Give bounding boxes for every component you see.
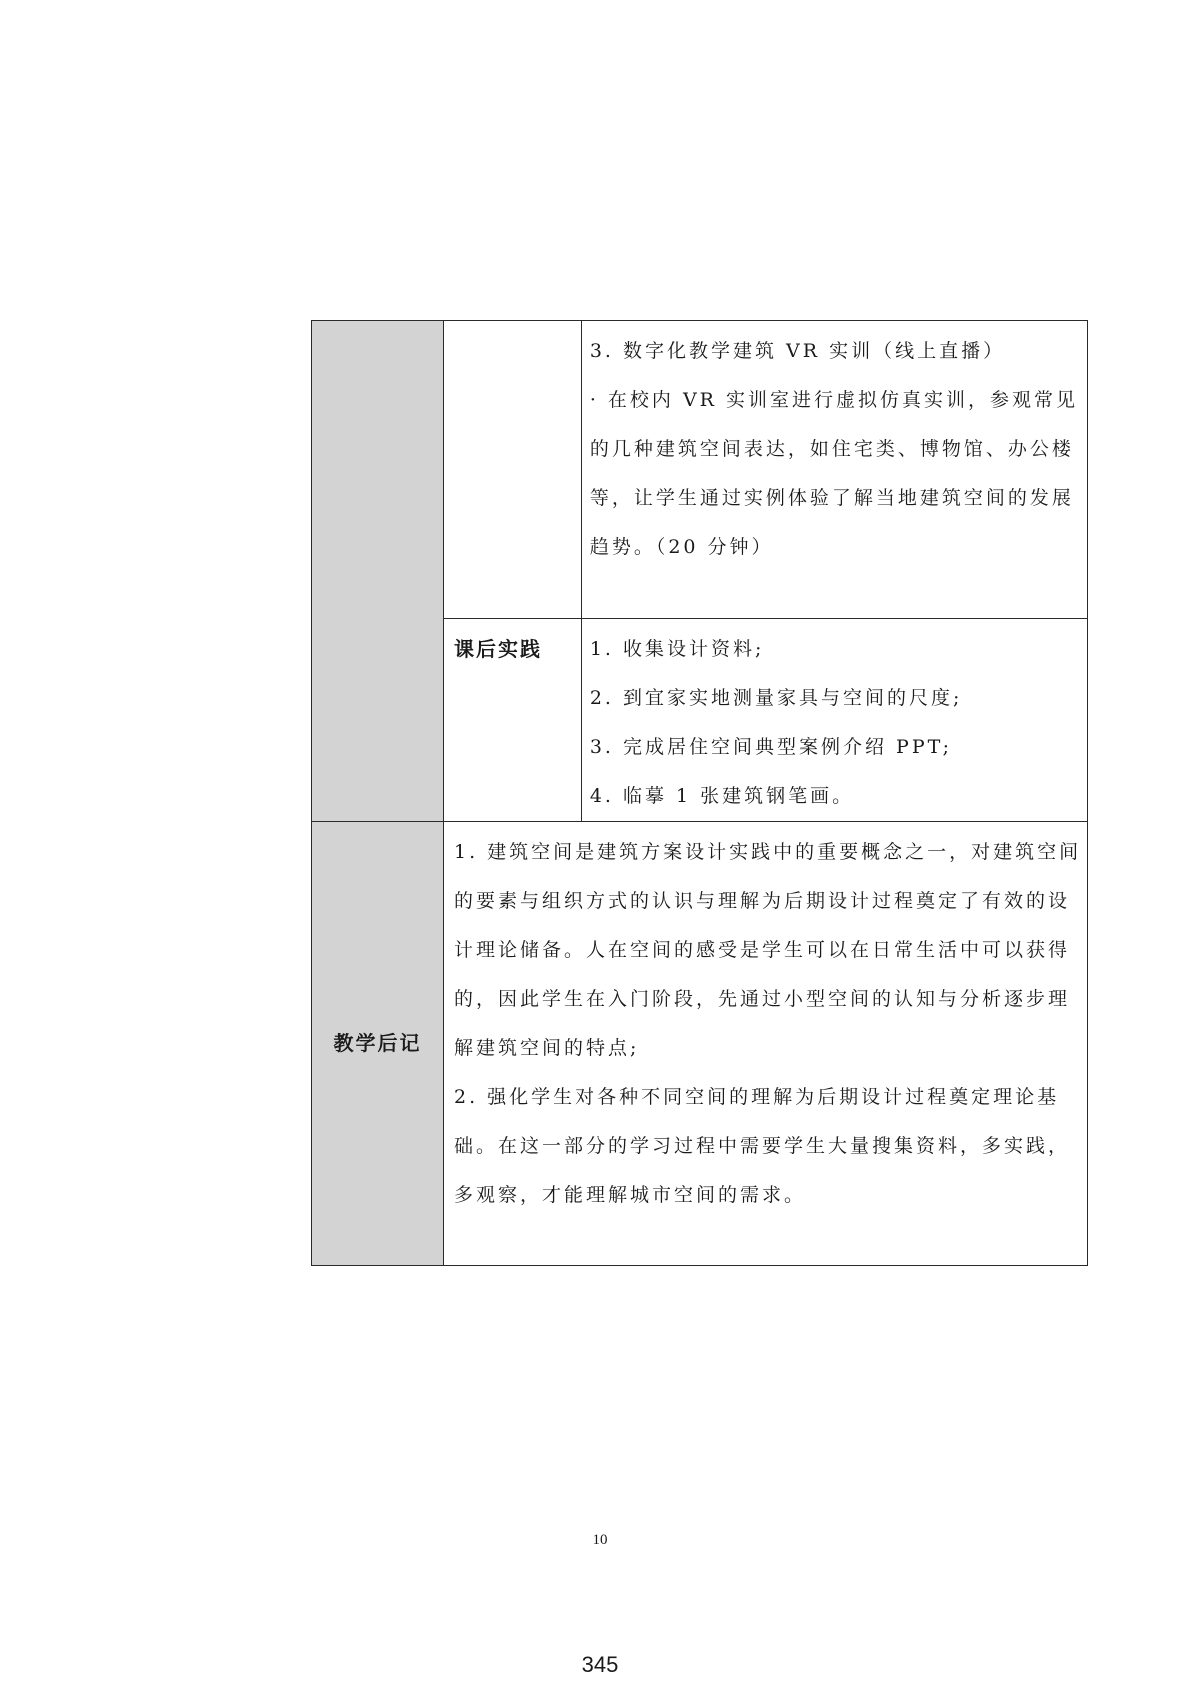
- content-line: 础。在这一部分的学习过程中需要学生大量搜集资料，多实践，: [454, 1135, 1071, 1157]
- content-line: 3. 完成居住空间典型案例介绍 PPT;: [589, 736, 953, 758]
- content-line: 2. 强化学生对各种不同空间的理解为后期设计过程奠定理论基: [454, 1086, 1060, 1108]
- after-class-practice-content-cell: [581, 619, 1087, 822]
- content-line: 的，因此学生在入门阶段，先通过小型空间的认知与分析逐步理: [454, 988, 1071, 1010]
- content-line: 4. 临摹 1 张建筑钢笔画。: [589, 785, 855, 807]
- content-line: 多观察，才能理解城市空间的需求。: [454, 1184, 807, 1206]
- content-line: 计理论储备。人在空间的感受是学生可以在日常生活中可以获得: [454, 939, 1071, 961]
- content-line: 3. 数字化教学建筑 VR 实训（线上直播）: [589, 340, 1006, 362]
- teaching-notes-content-cell: [444, 822, 1088, 1266]
- content-line: · 在校内 VR 实训室进行虚拟仿真实训，参观常见: [589, 389, 1079, 411]
- empty-gray-header-cell: [312, 321, 444, 822]
- page-number-small: 10: [592, 1532, 608, 1548]
- content-line: 1. 建筑空间是建筑方案设计实践中的重要概念之一，对建筑空间: [454, 841, 1082, 863]
- content-line: 的要素与组织方式的认识与理解为后期设计过程奠定了有效的设: [454, 890, 1071, 912]
- after-class-practice-label: 课后实践: [454, 637, 542, 661]
- lesson-plan-table: [311, 320, 1088, 1266]
- vr-training-content-cell: [581, 321, 1087, 619]
- content-line: 的几种建筑空间表达，如住宅类、博物馆、办公楼: [589, 438, 1074, 460]
- table-row-teaching-notes: [312, 822, 1088, 1266]
- after-class-practice-label-cell: [444, 619, 582, 822]
- content-line: 趋势。（20 分钟）: [589, 536, 774, 558]
- teaching-notes-label: 教学后记: [333, 1031, 422, 1055]
- empty-label-cell: [444, 321, 582, 619]
- content-line: 2. 到宜家实地测量家具与空间的尺度;: [589, 687, 963, 709]
- teaching-notes-label-cell: [312, 822, 444, 1266]
- content-line: 等，让学生通过实例体验了解当地建筑空间的发展: [589, 487, 1074, 509]
- table-row-online-vr-training: [312, 321, 1088, 619]
- page-number-large: 345: [581, 1652, 619, 1677]
- content-line: 1. 收集设计资料;: [589, 638, 765, 660]
- content-line: 解建筑空间的特点;: [454, 1037, 640, 1059]
